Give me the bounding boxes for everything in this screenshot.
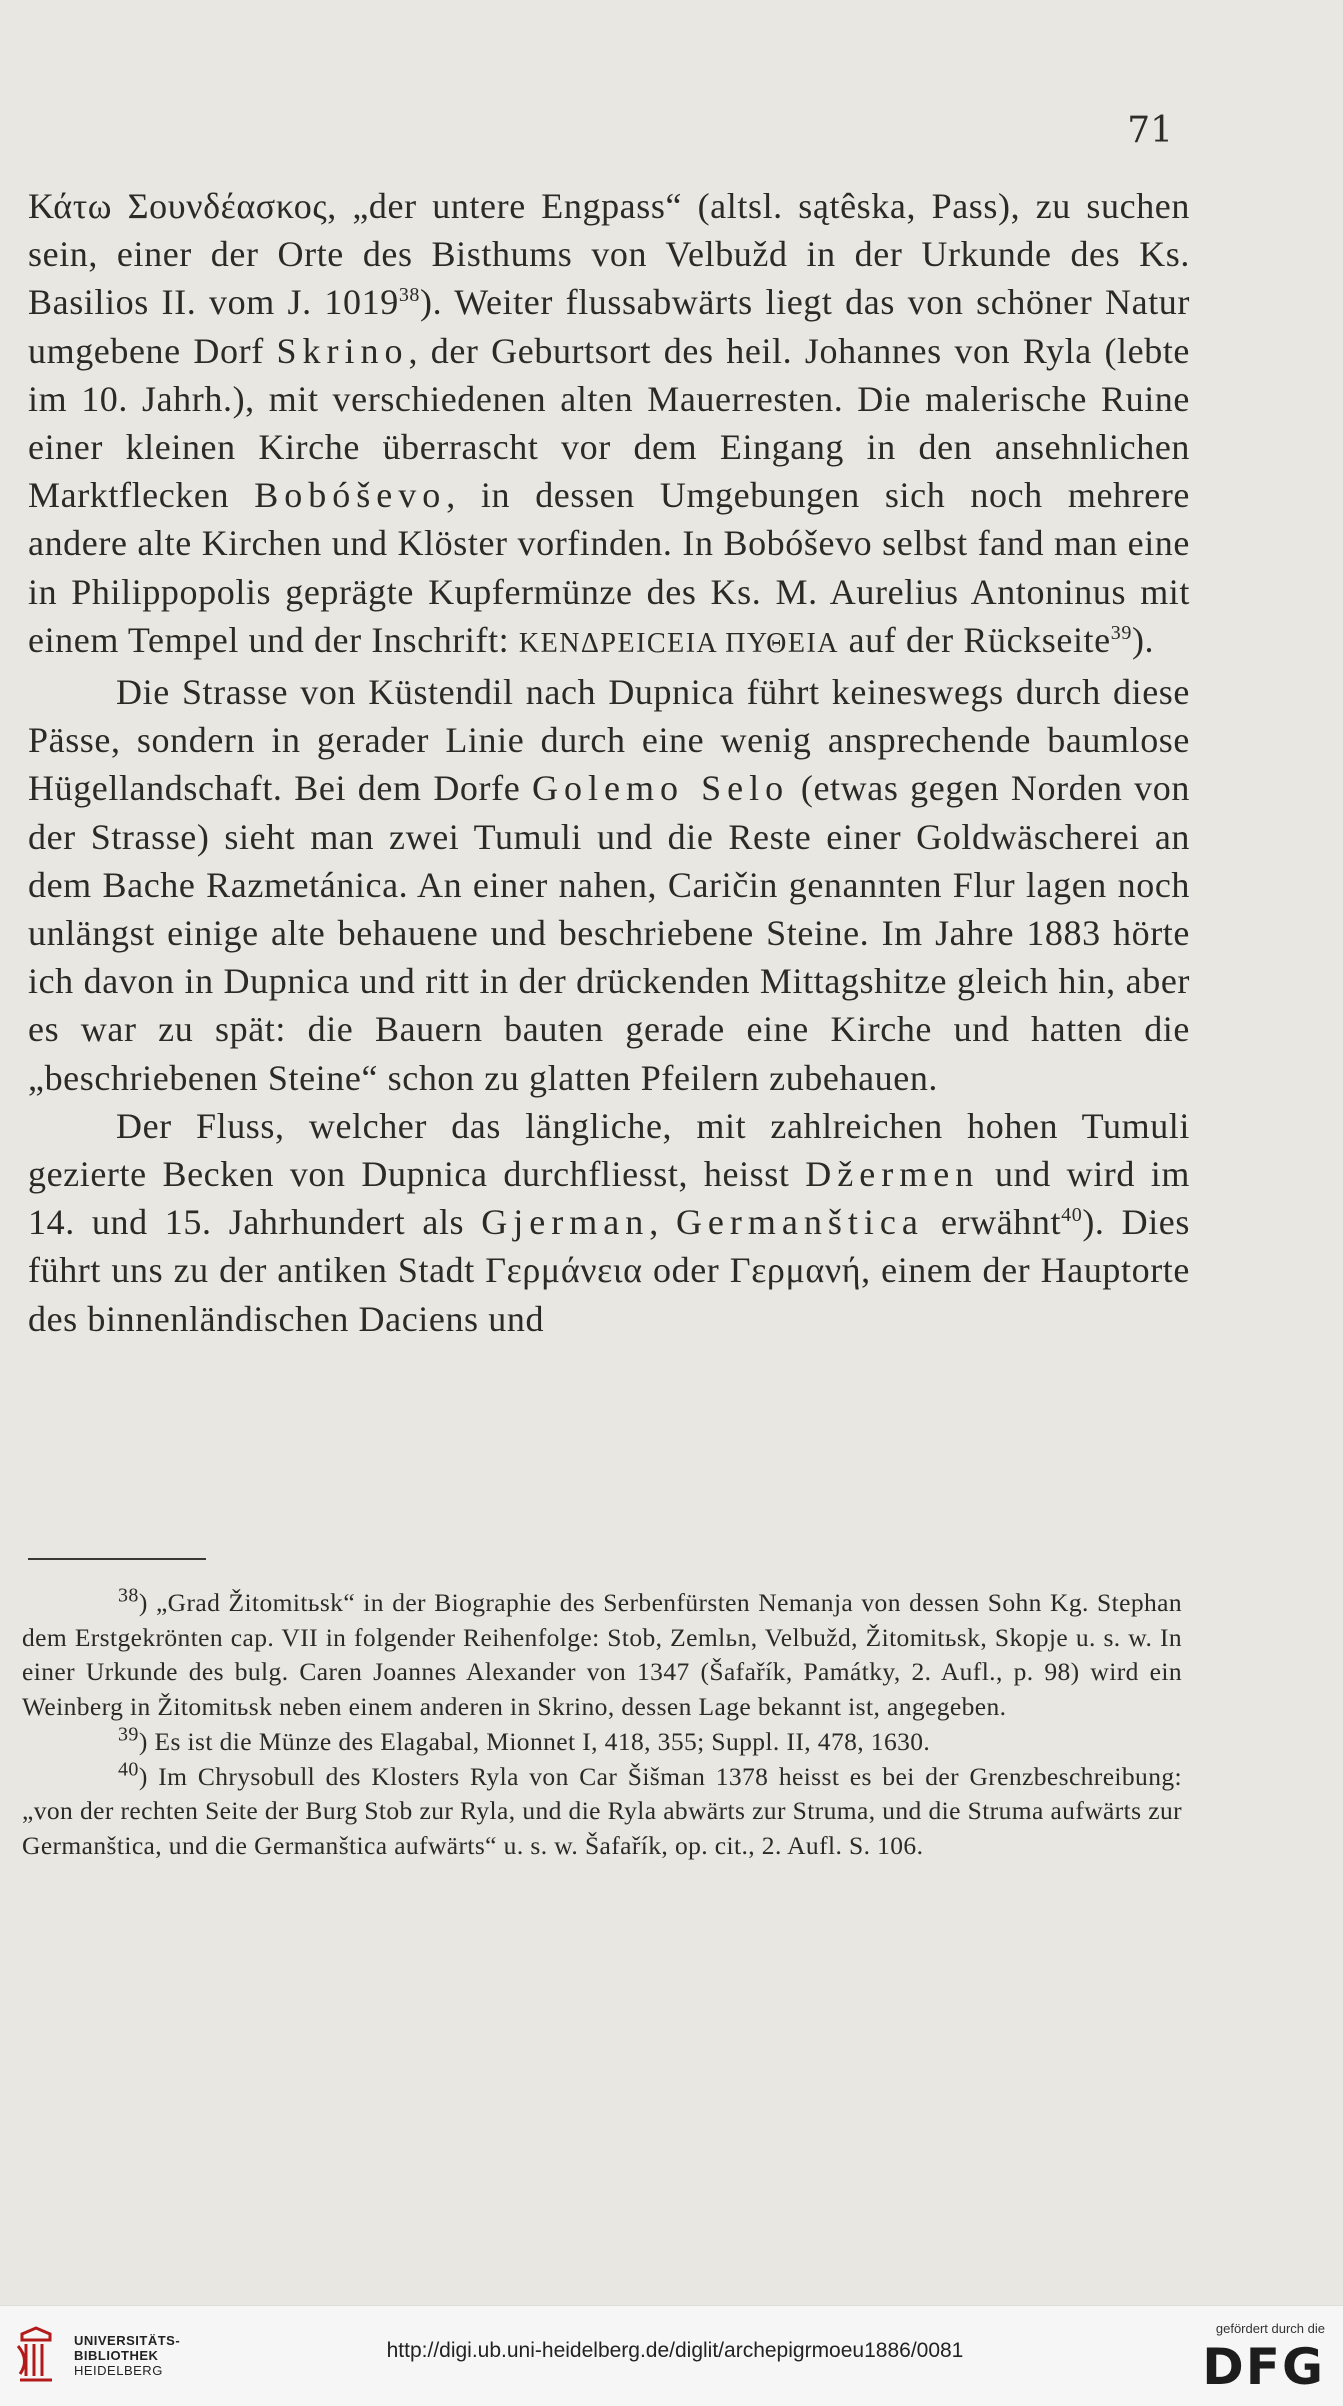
- footnote-38: [22, 1586, 1182, 1725]
- p1-text-4: , in dessen Umgebungen sich noch mehrere andere alte Kirchen und Klöster vorfinden. In Bobóševo selbst fand man eine in Philippopolis geprägte Kupfermünze des Ks. M. Aurelius Antoninus mit einem Tempel und der Inschrift:: [28, 475, 1190, 660]
- p2-text-2: (etwas gegen Norden von der Strasse) sieht man zwei Tumuli und die Reste einer Goldwäscherei an dem Bache Razmetánica. An einer nahen, Caričin genannten Flur lagen noch unlängst einige alte behauene und beschriebene Steine. Im Jahre 1883 hörte ich davon in Dupnica und ritt in der drückenden Mittagshitze gleich hin, aber es war zu spät: die Bauern bauten gerade eine Kirche und hatten die „beschriebenen Steine“ schon zu glatten Pfeilern zubehauen.: [28, 768, 1190, 1098]
- sponsor-caption: gefördert durch die: [1215, 2321, 1325, 2336]
- p1-text-1: Κάτω Σουνδέασκος, „der untere Engpass“ (altsl. sątêska, Pass), zu suchen sein, einer der Orte des Bisthums von Velbužd in der Urkunde des Ks. Basilios II. vom J. 1019: [28, 186, 1190, 323]
- p1-text-5: auf der Rückseite: [839, 619, 1111, 660]
- footnote-text: ) Im Chrysobull des Klosters Ryla von Car Šišman 1378 heisst es bei der Grenzbeschreibung: „von der rechten Seite der Burg Stob zur Ryla, und die Ryla abwärts zur Struma, und die Struma aufwärts zur Germanštica, und die Germanštica aufwärts“ u. s. w. Šafařík, op. cit., 2. Aufl. S. 106.: [22, 1761, 1182, 1860]
- dfg-logo-icon: DFG: [1202, 2338, 1325, 2396]
- p1-text-3: , der Geburtsort des heil. Johannes von Ryla (lebte im 10. Jahrh.), mit verschiedenen alten Mauerresten. Die malerische Ruine einer kleinen Kirche überrascht vor dem Eingang in den ansehnlichen Marktflecken: [28, 330, 1190, 516]
- footnote-marker: 38: [118, 1584, 139, 1607]
- dfg-sponsor[interactable]: [1190, 2320, 1325, 2396]
- logo-line-1: UNIVERSITÄTS-: [74, 2333, 181, 2348]
- footnote-marker: 39: [118, 1723, 139, 1746]
- permalink-url[interactable]: http://digi.ub.uni-heidelberg.de/diglit/archepigrmoeu1886/0081: [386, 2339, 964, 2362]
- p1-text-6: ).: [1131, 619, 1155, 660]
- footnote-text: ) Es ist die Münze des Elagabal, Mionnet I, 418, 355; Suppl. II, 478, 1630.: [138, 1726, 931, 1756]
- page-number: 71: [1127, 110, 1173, 151]
- footnote-40: [22, 1760, 1182, 1864]
- p3-text-1: Der Fluss, welcher das längliche, mit zahlreichen hohen Tumuli gezierte Becken von Dupnica durchfliesst, heisst: [28, 1105, 1190, 1195]
- p3-text-4: erwähnt: [923, 1202, 1062, 1243]
- logo-line-3: HEIDELBERG: [74, 2363, 163, 2378]
- place-bobosevo: Bobóševo: [254, 475, 447, 516]
- river-germanstica: Germanštica: [675, 1202, 924, 1243]
- viewer-footer: [0, 2305, 1343, 2406]
- footnotes: [22, 1586, 1182, 1864]
- coin-inscription: ΚΕΝΔΡΕΙϹΕΙΑ ΠΥΘΕΙΑ: [518, 627, 840, 659]
- place-skrino: Skrino: [276, 330, 409, 371]
- footnote-ref-38[interactable]: 38: [398, 284, 421, 307]
- p3-text-2: und wird im 14. und 15. Jahrhundert als: [28, 1154, 1190, 1243]
- university-library-logo-icon[interactable]: [12, 2326, 60, 2386]
- p2-text-1: Die Strasse von Küstendil nach Dupnica führt keineswegs durch diese Pässe, sondern in gerader Linie durch eine wenig ansprechende baumlose Hügellandschaft. Bei dem Dorfe: [28, 672, 1190, 809]
- footnote-marker: 40: [118, 1758, 139, 1781]
- p3-text-3: ,: [649, 1202, 676, 1243]
- logo-line-2: BIBLIOTHEK: [74, 2348, 159, 2363]
- footnote-text: ) „Grad Žitomitьsk“ in der Biographie des Serbenfürsten Nemanja von dessen Sohn Kg. Stephan dem Erstgekrönten cap. VII in folgender Reihenfolge: Stob, Zemlьn, Velbužd, Žitomitьsk, Skopje u. s. w. In einer Urkunde des bulg. Caren Joannes Alexander von 1347 (Šafařík, Památky, 2. Aufl., p. 98) wird ein Weinberg in Žitomitьsk neben einem anderen in Skrino, dessen Lage bekannt ist, angegeben.: [22, 1588, 1182, 1722]
- footnote-divider: [28, 1558, 206, 1560]
- p3-text-5: ). Dies führt uns zu der antiken Stadt Γερμάνεια oder Γερμανή, einem der Hauptorte des binnenländischen Daciens und: [28, 1202, 1190, 1339]
- paragraph-3: [28, 1102, 1190, 1343]
- main-text: [28, 182, 1190, 1343]
- paragraph-2: [28, 668, 1190, 1102]
- river-gjerman: Gjerman: [481, 1202, 650, 1243]
- p1-text-2: ). Weiter flussabwärts liegt das von schöner Natur umgebene Dorf: [28, 282, 1190, 371]
- footnote-39: [22, 1725, 1182, 1760]
- paragraph-1: [28, 182, 1190, 668]
- footnote-ref-40[interactable]: 40: [1061, 1204, 1083, 1227]
- footnote-ref-39[interactable]: 39: [1110, 621, 1132, 644]
- river-dzermen: Džermen: [805, 1154, 980, 1195]
- university-library-name[interactable]: [74, 2333, 180, 2378]
- place-golemo-selo: Golemo Selo: [532, 768, 790, 809]
